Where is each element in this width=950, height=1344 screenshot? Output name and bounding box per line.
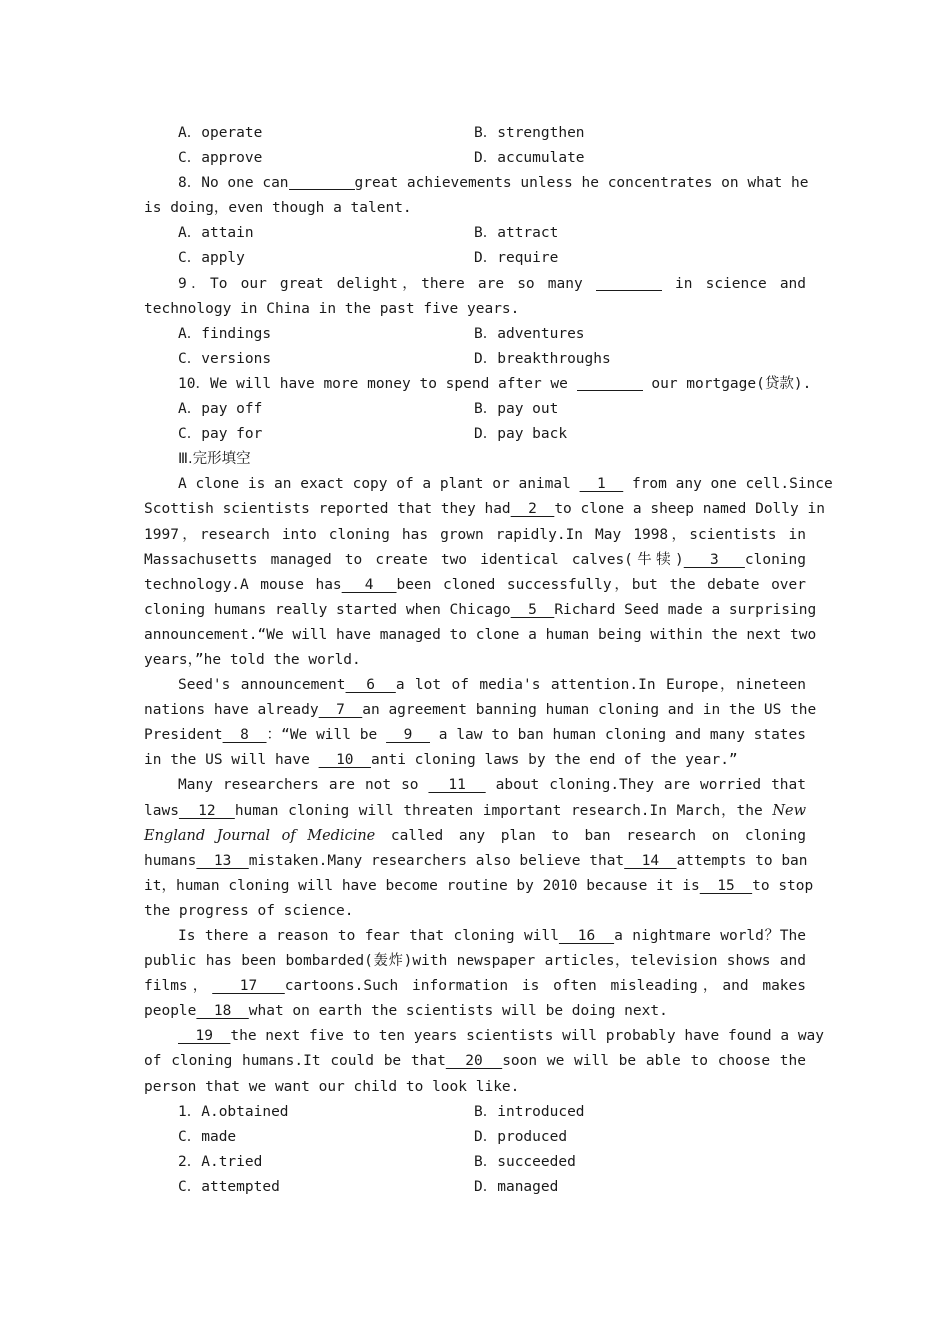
q8-options-row2: C．apply D．require [178,250,559,267]
q9-options-row1: A．findings B．adventures [178,325,585,342]
answer-blank [289,172,355,190]
q9-stem: 9．To our great delight，there are so many in science and [144,272,806,297]
q9-options-row2: C．versions D．breakthroughs [178,350,611,367]
cq2-options-row1: 2．A.tried B．succeeded [178,1153,576,1170]
passage-line: cloning humans really started when Chicago 5 Richard Seed made a surprising [144,601,817,618]
q7-options-row2: C．approve D．accumulate [178,150,585,167]
passage-line: President 8 ：“We will be 9 a law to ban human cloning and many states [144,727,807,744]
passage-line: England Journal of Medicine called any plan to ban research on cloning [144,827,806,844]
passage-line: humans 13 mistaken.Many researchers also believe that 14 attempts to ban [144,852,808,869]
q10-options-row2: C．pay for D．pay back [178,426,568,443]
document-page [144,121,833,1200]
passage-line: 19 the next five to ten years scientists will probably have found a way [178,1028,825,1045]
answer-blank [577,373,643,391]
passage-line: announcement.“We will have managed to clone a human being within the next two [144,626,817,643]
passage-line: Many researchers are not so 11 about cloning.They are worried that [178,777,806,794]
passage-line: A clone is an exact copy of a plant or animal 1 from any one cell.Since [178,476,833,493]
cq2-options-row2: C．attempted D．managed [178,1178,559,1195]
passage-line: people 18 what on earth the scientists will be doing next. [144,1003,668,1020]
answer-blank [596,273,662,291]
passage-line: Scottish scientists reported that they had 2 to clone a sheep named Dolly in [144,501,825,518]
q8-options-row1: A．attain B．attract [178,225,559,242]
passage-line: Seed's announcement 6 a lot of media's attention.In Europe，nineteen [178,677,807,694]
q8-stem: 8．No one can great achievements unless he concentrates on what he [144,171,806,196]
q10-stem: 10．We will have more money to spend after we our mortgage(贷款). [144,372,806,397]
passage-line: public has been bombarded(轰炸)with newspaper articles，television shows and [144,953,806,970]
passage-line: 1997，research into cloning has grown rapidly.In May 1998，scientists in [144,526,806,543]
passage-line: technology.A mouse has 4 been cloned successfully，but the debate over [144,576,806,593]
passage-line: Is there a reason to fear that cloning will 16 a nightmare world？The [178,928,806,944]
passage-line: of cloning humans.It could be that 20 soon we will be able to choose the [144,1053,806,1070]
passage-line: it，human cloning will have become routine by 2010 because it is 15 to stop [144,877,814,894]
q9-stem-cont: technology in China in the past five years. [144,300,520,317]
passage-line: films， 17 cartoons.Such information is often misleading，and makes [144,978,806,995]
passage-line: person that we want our child to look like. [144,1078,520,1095]
passage-line: nations have already 7 an agreement banning human cloning and in the US the [144,702,817,719]
q7-options-row1: A．operate B．strengthen [178,125,585,141]
passage-line: years，”he told the world. [144,651,361,668]
passage-line: laws 12 human cloning will threaten important research.In March，the New [144,802,806,819]
cq1-options-row1: 1．A.obtained B．introduced [178,1103,585,1120]
passage-line: the progress of science. [144,902,354,919]
section-title: Ⅲ.完形填空 [178,451,251,468]
q10-options-row1: A．pay off B．pay out [178,401,559,418]
q8-stem-cont: is doing，even though a talent. [144,200,412,217]
passage-line: Massachusetts managed to create two identical calves(牛犊) 3 cloning [144,551,806,568]
passage-line: in the US will have 10 anti cloning laws by the end of the year.” [144,752,738,769]
cq1-options-row2: C．made D．produced [178,1128,568,1145]
